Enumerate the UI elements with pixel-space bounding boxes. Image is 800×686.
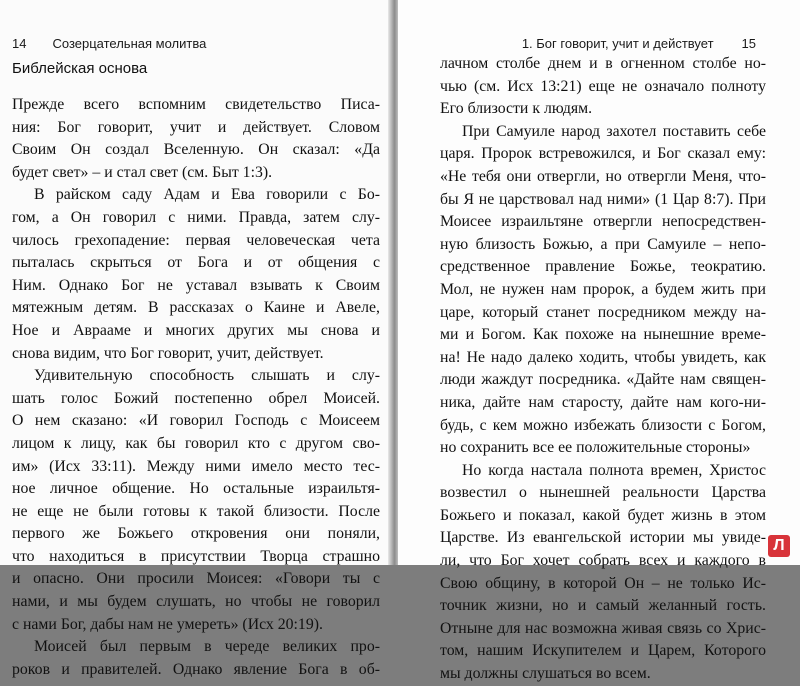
text-line: О нем сказано: «И говорил Господь с Моисеем xyxy=(12,412,380,430)
text-line: Отныне для нас возможна живая связь со Хрис- xyxy=(440,619,766,637)
text-line: но сохранить все ее положительные стороны» xyxy=(440,439,751,457)
left-body-text xyxy=(12,94,380,681)
text-line: ное личное общение. Но остальные израильтя- xyxy=(12,480,380,498)
text-line: том, нашим Искупителем и Царем, Которого xyxy=(440,642,766,660)
text-line: будет свет» – и стал свет (см. Быт 1:3). xyxy=(12,163,273,181)
text-line: лицом к лицу, как бы говорил кто с другом сво- xyxy=(12,434,380,452)
text-line: Моисей был первым в череде великих про- xyxy=(34,638,380,656)
text-line: точник жизни, но и самый желанный гость. xyxy=(440,597,766,615)
text-line: ника, дайте нам старосту, дайте нам кого-ни- xyxy=(440,393,766,411)
right-page xyxy=(398,0,800,683)
text-line: Свою общину, в которой Он – не только Ис- xyxy=(440,574,766,592)
text-line: При Самуиле народ захотел поставить себе xyxy=(462,122,766,140)
text-line: чью (см. Исх 13:21) еще не означало полноту xyxy=(440,77,766,95)
text-line: Ное и Аврааме и многих других мы снова и xyxy=(12,321,380,339)
text-line: и опасно. Они просили Моисея: «Говори ты с xyxy=(12,570,380,588)
text-line: Ним. Однако Бог не уставал взывать к Своим xyxy=(12,276,380,294)
right-running-head xyxy=(522,36,756,51)
left-page-number: 14 xyxy=(12,36,27,51)
text-line: Божьего и показал, какой будет жизнь в этом xyxy=(440,506,766,524)
text-line: роков и правителей. Однако явление Бога в об- xyxy=(12,660,380,678)
text-line: Но когда настала полнота времен, Христос xyxy=(462,461,766,479)
text-line: ния: Бог говорит, учит и действует. Словом xyxy=(12,118,380,136)
text-line: гом, а Он говорил с ними. Правда, затем слу- xyxy=(12,208,380,226)
text-line: на! Не надо далеко ходить, чтобы увидеть, как xyxy=(440,348,766,366)
right-body-text xyxy=(440,53,766,686)
watermark-logo: Л xyxy=(768,535,790,557)
text-line: ми и Богом. Как похоже на нынешние време- xyxy=(440,326,766,344)
text-line: царе, который станет посредником между на- xyxy=(440,303,766,321)
text-line: будь, с кем можно избежать близости с Богом, xyxy=(440,416,766,434)
text-line: средственное правление Божье, теократию. xyxy=(440,258,766,276)
left-running-head xyxy=(12,36,206,51)
text-line: мы должны слушаться во всем. xyxy=(440,665,651,683)
text-line: Прежде всего вспомним свидетельство Писа- xyxy=(12,96,380,113)
text-line: нами, и мы будем слушать, но чтобы не говорил xyxy=(12,593,380,611)
text-line: снова видим, что Бог говорит, учит, действует. xyxy=(12,344,324,362)
text-line: ли, что Бог хочет собрать всех и каждого в xyxy=(440,552,766,570)
text-line: люди жаждут посредника. «Дайте нам священ- xyxy=(440,371,766,389)
text-line: с нами Бог, дабы нам не умереть» (Исх 20:19). xyxy=(12,615,323,633)
text-line: лачном столбе днем и в огненном столбе но- xyxy=(440,55,766,72)
text-line: Своим Он создал Вселенную. Он сказал: «Да xyxy=(12,141,380,159)
text-line: что находиться в присутствии Творца страшно xyxy=(12,547,380,565)
text-line: Моисее израильтяне отвергли непосредствен- xyxy=(440,213,766,231)
text-line: им» (Исх 33:11). Между ними имело место тес- xyxy=(12,457,380,475)
text-line: пыталась скрыться от Бога и от общения с xyxy=(12,254,380,272)
text-line: чилось грехопадение: первая человеческая чета xyxy=(12,231,380,249)
right-running-title: 1. Бог говорит, учит и действует xyxy=(521,36,714,51)
text-line: Царстве. Из евангельской истории мы увиде- xyxy=(440,529,766,547)
right-page-number: 15 xyxy=(741,36,756,51)
text-line: «Не тебя они отвергли, но отвергли Меня, что- xyxy=(440,167,766,185)
text-line: Его близости к людям. xyxy=(440,100,593,118)
left-running-title: Созерцательная молитва xyxy=(52,36,207,51)
text-line: Мол, не нужен нам пророк, а будем жить при xyxy=(440,280,766,298)
section-title: Библейская основа xyxy=(12,60,148,77)
text-line: царя. Пророк встревожился, и Бог сказал ему: xyxy=(440,145,766,163)
text-line: первого же Божьего откровения они поняли, xyxy=(12,525,380,543)
text-line: Удивительную способность слышать и слу- xyxy=(34,367,380,385)
left-page xyxy=(0,0,390,678)
text-line: не еще не были готовы к такой близости. После xyxy=(12,502,380,520)
text-line: В райском саду Адам и Ева говорили с Бо- xyxy=(34,186,380,204)
text-line: шать голос Божий постепенно обрел Моисей. xyxy=(12,389,380,407)
text-line: мятежным детям. В рассказах о Каине и Авеле, xyxy=(12,299,380,317)
text-line: ную близость Божью, а при Самуиле – непо- xyxy=(440,235,766,253)
text-line: возвестил о нынешней реальности Царства xyxy=(440,484,766,502)
text-line: бы Я не царствовал над ними» (1 Цар 8:7). При xyxy=(440,190,766,208)
